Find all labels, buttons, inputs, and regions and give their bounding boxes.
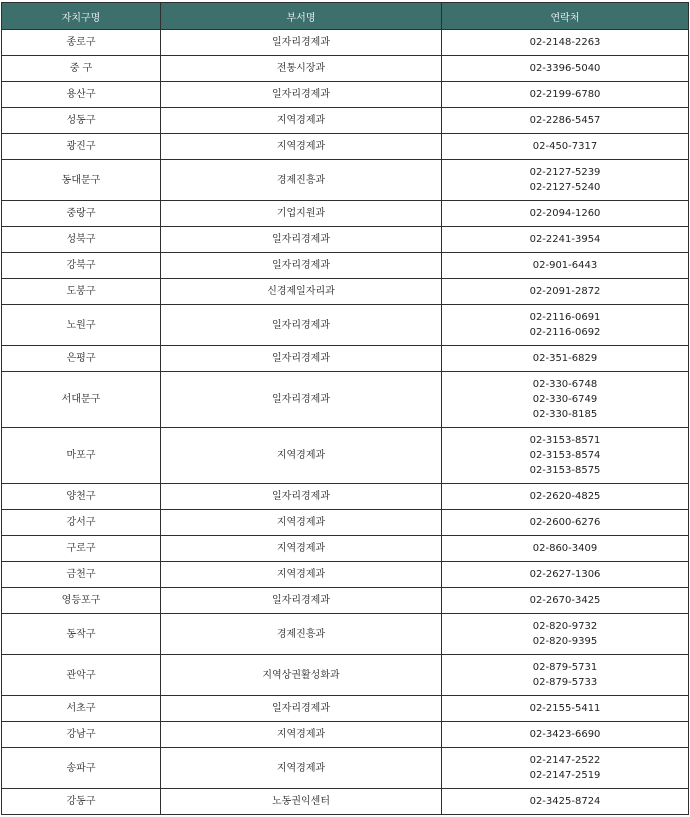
district-cell: 동대문구 bbox=[2, 160, 161, 201]
table-row bbox=[2, 279, 689, 305]
department-cell: 지역상권활성화과 bbox=[161, 655, 442, 696]
district-cell: 광진구 bbox=[2, 134, 161, 160]
header-district: 자치구명 bbox=[2, 3, 161, 30]
district-cell: 송파구 bbox=[2, 748, 161, 789]
phone-number: 02-2155-5411 bbox=[529, 703, 601, 714]
contact-cell bbox=[442, 372, 689, 428]
table-row bbox=[2, 696, 689, 722]
contact-cell bbox=[442, 160, 689, 201]
contact-cell bbox=[442, 428, 689, 484]
contact-cell bbox=[442, 588, 689, 614]
table-row bbox=[2, 134, 689, 160]
department-cell: 일자리경제과 bbox=[161, 588, 442, 614]
phone-number: 02-2116-0691 bbox=[529, 312, 601, 323]
contacts-table-container bbox=[1, 2, 688, 815]
department-cell: 지역경제과 bbox=[161, 562, 442, 588]
district-cell: 금천구 bbox=[2, 562, 161, 588]
table-row bbox=[2, 614, 689, 655]
table-row bbox=[2, 82, 689, 108]
phone-number: 02-330-8185 bbox=[532, 409, 598, 420]
table-row bbox=[2, 201, 689, 227]
phone-number: 02-2627-1306 bbox=[529, 569, 601, 580]
department-cell: 지역경제과 bbox=[161, 428, 442, 484]
department-cell: 지역경제과 bbox=[161, 536, 442, 562]
phone-number: 02-2094-1260 bbox=[529, 208, 601, 219]
department-cell: 지역경제과 bbox=[161, 108, 442, 134]
contact-cell bbox=[442, 722, 689, 748]
phone-number: 02-879-5731 bbox=[532, 662, 598, 673]
phone-number: 02-3396-5040 bbox=[529, 63, 601, 74]
district-cell: 관악구 bbox=[2, 655, 161, 696]
department-cell: 지역경제과 bbox=[161, 722, 442, 748]
contact-cell bbox=[442, 279, 689, 305]
contact-cell bbox=[442, 227, 689, 253]
department-cell: 노동권익센터 bbox=[161, 789, 442, 815]
contact-cell bbox=[442, 253, 689, 279]
table-row bbox=[2, 160, 689, 201]
phone-number: 02-2600-6276 bbox=[529, 517, 601, 528]
contact-cell bbox=[442, 56, 689, 82]
department-cell: 일자리경제과 bbox=[161, 305, 442, 346]
district-cell: 종로구 bbox=[2, 30, 161, 56]
contact-cell bbox=[442, 748, 689, 789]
table-row bbox=[2, 428, 689, 484]
department-cell: 지역경제과 bbox=[161, 510, 442, 536]
table-row bbox=[2, 748, 689, 789]
phone-number: 02-2670-3425 bbox=[529, 595, 601, 606]
district-cell: 은평구 bbox=[2, 346, 161, 372]
department-cell: 일자리경제과 bbox=[161, 372, 442, 428]
contact-cell bbox=[442, 108, 689, 134]
department-cell: 일자리경제과 bbox=[161, 484, 442, 510]
table-row bbox=[2, 56, 689, 82]
header-row bbox=[2, 3, 689, 30]
department-cell: 일자리경제과 bbox=[161, 82, 442, 108]
department-cell: 일자리경제과 bbox=[161, 253, 442, 279]
district-cell: 마포구 bbox=[2, 428, 161, 484]
department-cell: 일자리경제과 bbox=[161, 227, 442, 253]
header-department: 부서명 bbox=[161, 3, 442, 30]
district-cell: 구로구 bbox=[2, 536, 161, 562]
table-row bbox=[2, 346, 689, 372]
phone-number: 02-2241-3954 bbox=[529, 234, 601, 245]
table-row bbox=[2, 305, 689, 346]
phone-number: 02-901-6443 bbox=[532, 260, 598, 271]
contact-cell bbox=[442, 30, 689, 56]
phone-number: 02-860-3409 bbox=[532, 543, 598, 554]
contact-cell bbox=[442, 614, 689, 655]
table-row bbox=[2, 253, 689, 279]
district-cell: 영등포구 bbox=[2, 588, 161, 614]
table-row bbox=[2, 510, 689, 536]
phone-number: 02-3423-6690 bbox=[529, 729, 601, 740]
phone-number: 02-2116-0692 bbox=[529, 327, 601, 338]
table-row bbox=[2, 536, 689, 562]
contact-cell bbox=[442, 562, 689, 588]
district-cell: 용산구 bbox=[2, 82, 161, 108]
department-cell: 경제진흥과 bbox=[161, 614, 442, 655]
contact-cell bbox=[442, 484, 689, 510]
contact-cell bbox=[442, 134, 689, 160]
phone-number: 02-2148-2263 bbox=[529, 37, 601, 48]
contact-cell bbox=[442, 305, 689, 346]
district-cell: 성동구 bbox=[2, 108, 161, 134]
district-cell: 강북구 bbox=[2, 253, 161, 279]
table-row bbox=[2, 372, 689, 428]
phone-number: 02-2127-5239 bbox=[529, 167, 601, 178]
district-cell: 중 구 bbox=[2, 56, 161, 82]
phone-number: 02-450-7317 bbox=[532, 141, 598, 152]
department-cell: 지역경제과 bbox=[161, 134, 442, 160]
header-contact: 연락처 bbox=[442, 3, 689, 30]
district-cell: 성북구 bbox=[2, 227, 161, 253]
phone-number: 02-2286-5457 bbox=[529, 115, 601, 126]
department-cell: 지역경제과 bbox=[161, 748, 442, 789]
phone-number: 02-820-9395 bbox=[532, 636, 598, 647]
phone-number: 02-2091-2872 bbox=[529, 286, 601, 297]
table-row bbox=[2, 108, 689, 134]
table-header bbox=[2, 3, 689, 30]
phone-number: 02-330-6749 bbox=[532, 394, 598, 405]
contact-cell bbox=[442, 789, 689, 815]
department-cell: 경제진흥과 bbox=[161, 160, 442, 201]
phone-number: 02-3153-8575 bbox=[529, 465, 601, 476]
phone-number: 02-330-6748 bbox=[532, 379, 598, 390]
phone-number: 02-2127-5240 bbox=[529, 182, 601, 193]
phone-number: 02-2147-2522 bbox=[529, 755, 601, 766]
department-cell: 일자리경제과 bbox=[161, 346, 442, 372]
contact-cell bbox=[442, 201, 689, 227]
department-cell: 일자리경제과 bbox=[161, 696, 442, 722]
department-cell: 기업지원과 bbox=[161, 201, 442, 227]
contact-cell bbox=[442, 655, 689, 696]
department-cell: 일자리경제과 bbox=[161, 30, 442, 56]
district-cell: 중랑구 bbox=[2, 201, 161, 227]
district-cell: 서초구 bbox=[2, 696, 161, 722]
table-row bbox=[2, 484, 689, 510]
table-row bbox=[2, 722, 689, 748]
phone-number: 02-3153-8571 bbox=[529, 435, 601, 446]
table-row bbox=[2, 789, 689, 815]
contacts-table bbox=[1, 2, 689, 815]
district-cell: 동작구 bbox=[2, 614, 161, 655]
phone-number: 02-879-5733 bbox=[532, 677, 598, 688]
district-cell: 서대문구 bbox=[2, 372, 161, 428]
phone-number: 02-2199-6780 bbox=[529, 89, 601, 100]
department-cell: 전통시장과 bbox=[161, 56, 442, 82]
table-row bbox=[2, 562, 689, 588]
phone-number: 02-3153-8574 bbox=[529, 450, 601, 461]
table-body bbox=[2, 30, 689, 815]
district-cell: 강남구 bbox=[2, 722, 161, 748]
table-row bbox=[2, 588, 689, 614]
phone-number: 02-3425-8724 bbox=[529, 796, 601, 807]
table-row bbox=[2, 655, 689, 696]
phone-number: 02-820-9732 bbox=[532, 621, 598, 632]
district-cell: 강서구 bbox=[2, 510, 161, 536]
table-row bbox=[2, 227, 689, 253]
district-cell: 양천구 bbox=[2, 484, 161, 510]
contact-cell bbox=[442, 696, 689, 722]
district-cell: 노원구 bbox=[2, 305, 161, 346]
contact-cell bbox=[442, 536, 689, 562]
phone-number: 02-2620-4825 bbox=[529, 491, 601, 502]
contact-cell bbox=[442, 346, 689, 372]
table-row bbox=[2, 30, 689, 56]
district-cell: 강동구 bbox=[2, 789, 161, 815]
phone-number: 02-2147-2519 bbox=[529, 770, 601, 781]
department-cell: 신경제일자리과 bbox=[161, 279, 442, 305]
district-cell: 도봉구 bbox=[2, 279, 161, 305]
contact-cell bbox=[442, 82, 689, 108]
contact-cell bbox=[442, 510, 689, 536]
phone-number: 02-351-6829 bbox=[532, 353, 598, 364]
